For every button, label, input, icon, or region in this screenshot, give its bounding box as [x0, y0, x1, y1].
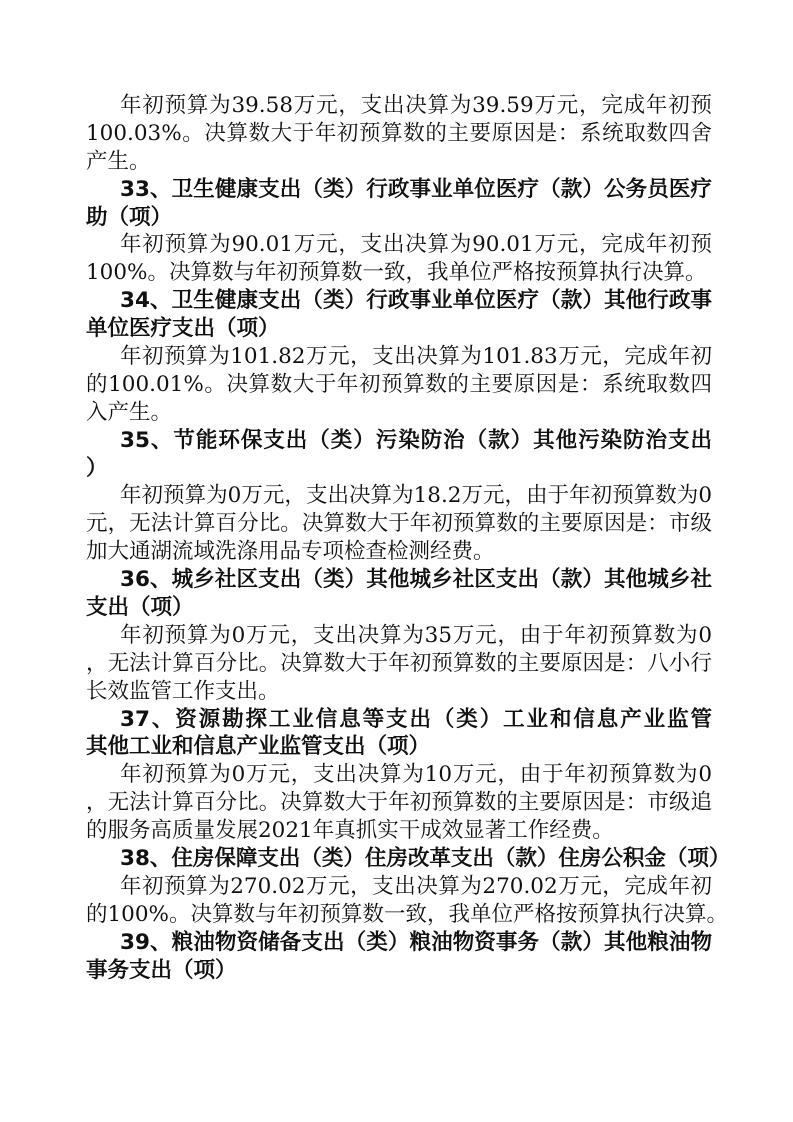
text-line: 年初预算为0万元，支出决算为18.2万元，由于年初预算数为0	[120, 483, 712, 509]
text-line: 事务支出（项）	[86, 957, 237, 983]
text-line: 年初预算为90.01万元，支出决算为90.01万元，完成年初预	[120, 232, 712, 258]
text-line: 100.03%。决算数大于年初预算数的主要原因是：系统取数四舍	[86, 120, 712, 146]
text-line: 的100.01%。决算数大于年初预算数的主要原因是：系统取数四	[86, 371, 712, 397]
paragraph	[86, 873, 728, 929]
text-line: 36、城乡社区支出（类）其他城乡社区支出（款）其他城乡社	[120, 567, 712, 593]
text-line: 产生。	[86, 148, 151, 174]
text-line: 长效监管工作支出。	[86, 678, 280, 704]
paragraph	[86, 231, 712, 287]
section-heading	[86, 176, 712, 232]
text-line: 入产生。	[86, 399, 173, 425]
text-line: 38、住房保障支出（类）住房改革支出（款）住房公积金（项）	[120, 846, 731, 872]
text-line: 加大通湖流域洗涤用品专项检查检测经费。	[86, 539, 495, 565]
text-line: 年初预算为270.02万元，支出决算为270.02万元，完成年初	[120, 873, 712, 899]
text-line: 年初预算为0万元，支出决算为35万元，由于年初预算数为0	[120, 622, 712, 648]
text-line: 的100%。决算数与年初预算数一致，我单位严格按预算执行决算。	[86, 901, 728, 927]
paragraph	[86, 761, 712, 845]
text-line: 33、卫生健康支出（类）行政事业单位医疗（款）公务员医疗	[120, 176, 712, 202]
section-heading	[86, 566, 712, 622]
text-line: 100%。决算数与年初预算数一致，我单位严格按预算执行决算。	[86, 260, 707, 286]
section-heading	[86, 287, 712, 343]
text-line: 39、粮油物资储备支出（类）粮油物资事务（款）其他粮油物	[120, 929, 712, 955]
text-line: 37、资源勘探工业信息等支出（类）工业和信息产业监管	[120, 706, 712, 732]
text-line: ，无法计算百分比。决算数大于年初预算数的主要原因是：八小行	[86, 650, 712, 676]
paragraph	[86, 343, 712, 427]
section-heading	[86, 845, 731, 873]
text-line: ）	[86, 455, 108, 481]
text-line: 单位医疗支出（项）	[86, 316, 280, 342]
text-line: 年初预算为101.82万元，支出决算为101.83万元，完成年初	[120, 344, 712, 370]
section-heading	[86, 706, 712, 762]
text-line: 年初预算为39.58万元，支出决算为39.59万元，完成年初预	[120, 93, 712, 118]
document-body	[86, 92, 731, 985]
text-line: ，无法计算百分比。决算数大于年初预算数的主要原因是：市级追	[86, 790, 712, 816]
section-heading	[86, 427, 712, 483]
text-line: 35、节能环保支出（类）污染防治（款）其他污染防治支出	[120, 427, 712, 453]
text-line: 年初预算为0万元，支出决算为10万元，由于年初预算数为0	[120, 762, 712, 788]
paragraph	[86, 622, 712, 706]
text-line: 元，无法计算百分比。决算数大于年初预算数的主要原因是：市级	[86, 511, 712, 537]
section-heading	[86, 929, 712, 985]
text-line: 其他工业和信息产业监管支出（项）	[86, 734, 431, 760]
paragraph	[86, 482, 712, 566]
text-line: 的服务高质量发展2021年真抓实干成效显著工作经费。	[86, 818, 614, 844]
text-line: 助（项）	[86, 204, 173, 230]
text-line: 支出（项）	[86, 595, 194, 621]
text-line: 34、卫生健康支出（类）行政事业单位医疗（款）其他行政事	[120, 288, 712, 314]
paragraph	[86, 92, 712, 176]
